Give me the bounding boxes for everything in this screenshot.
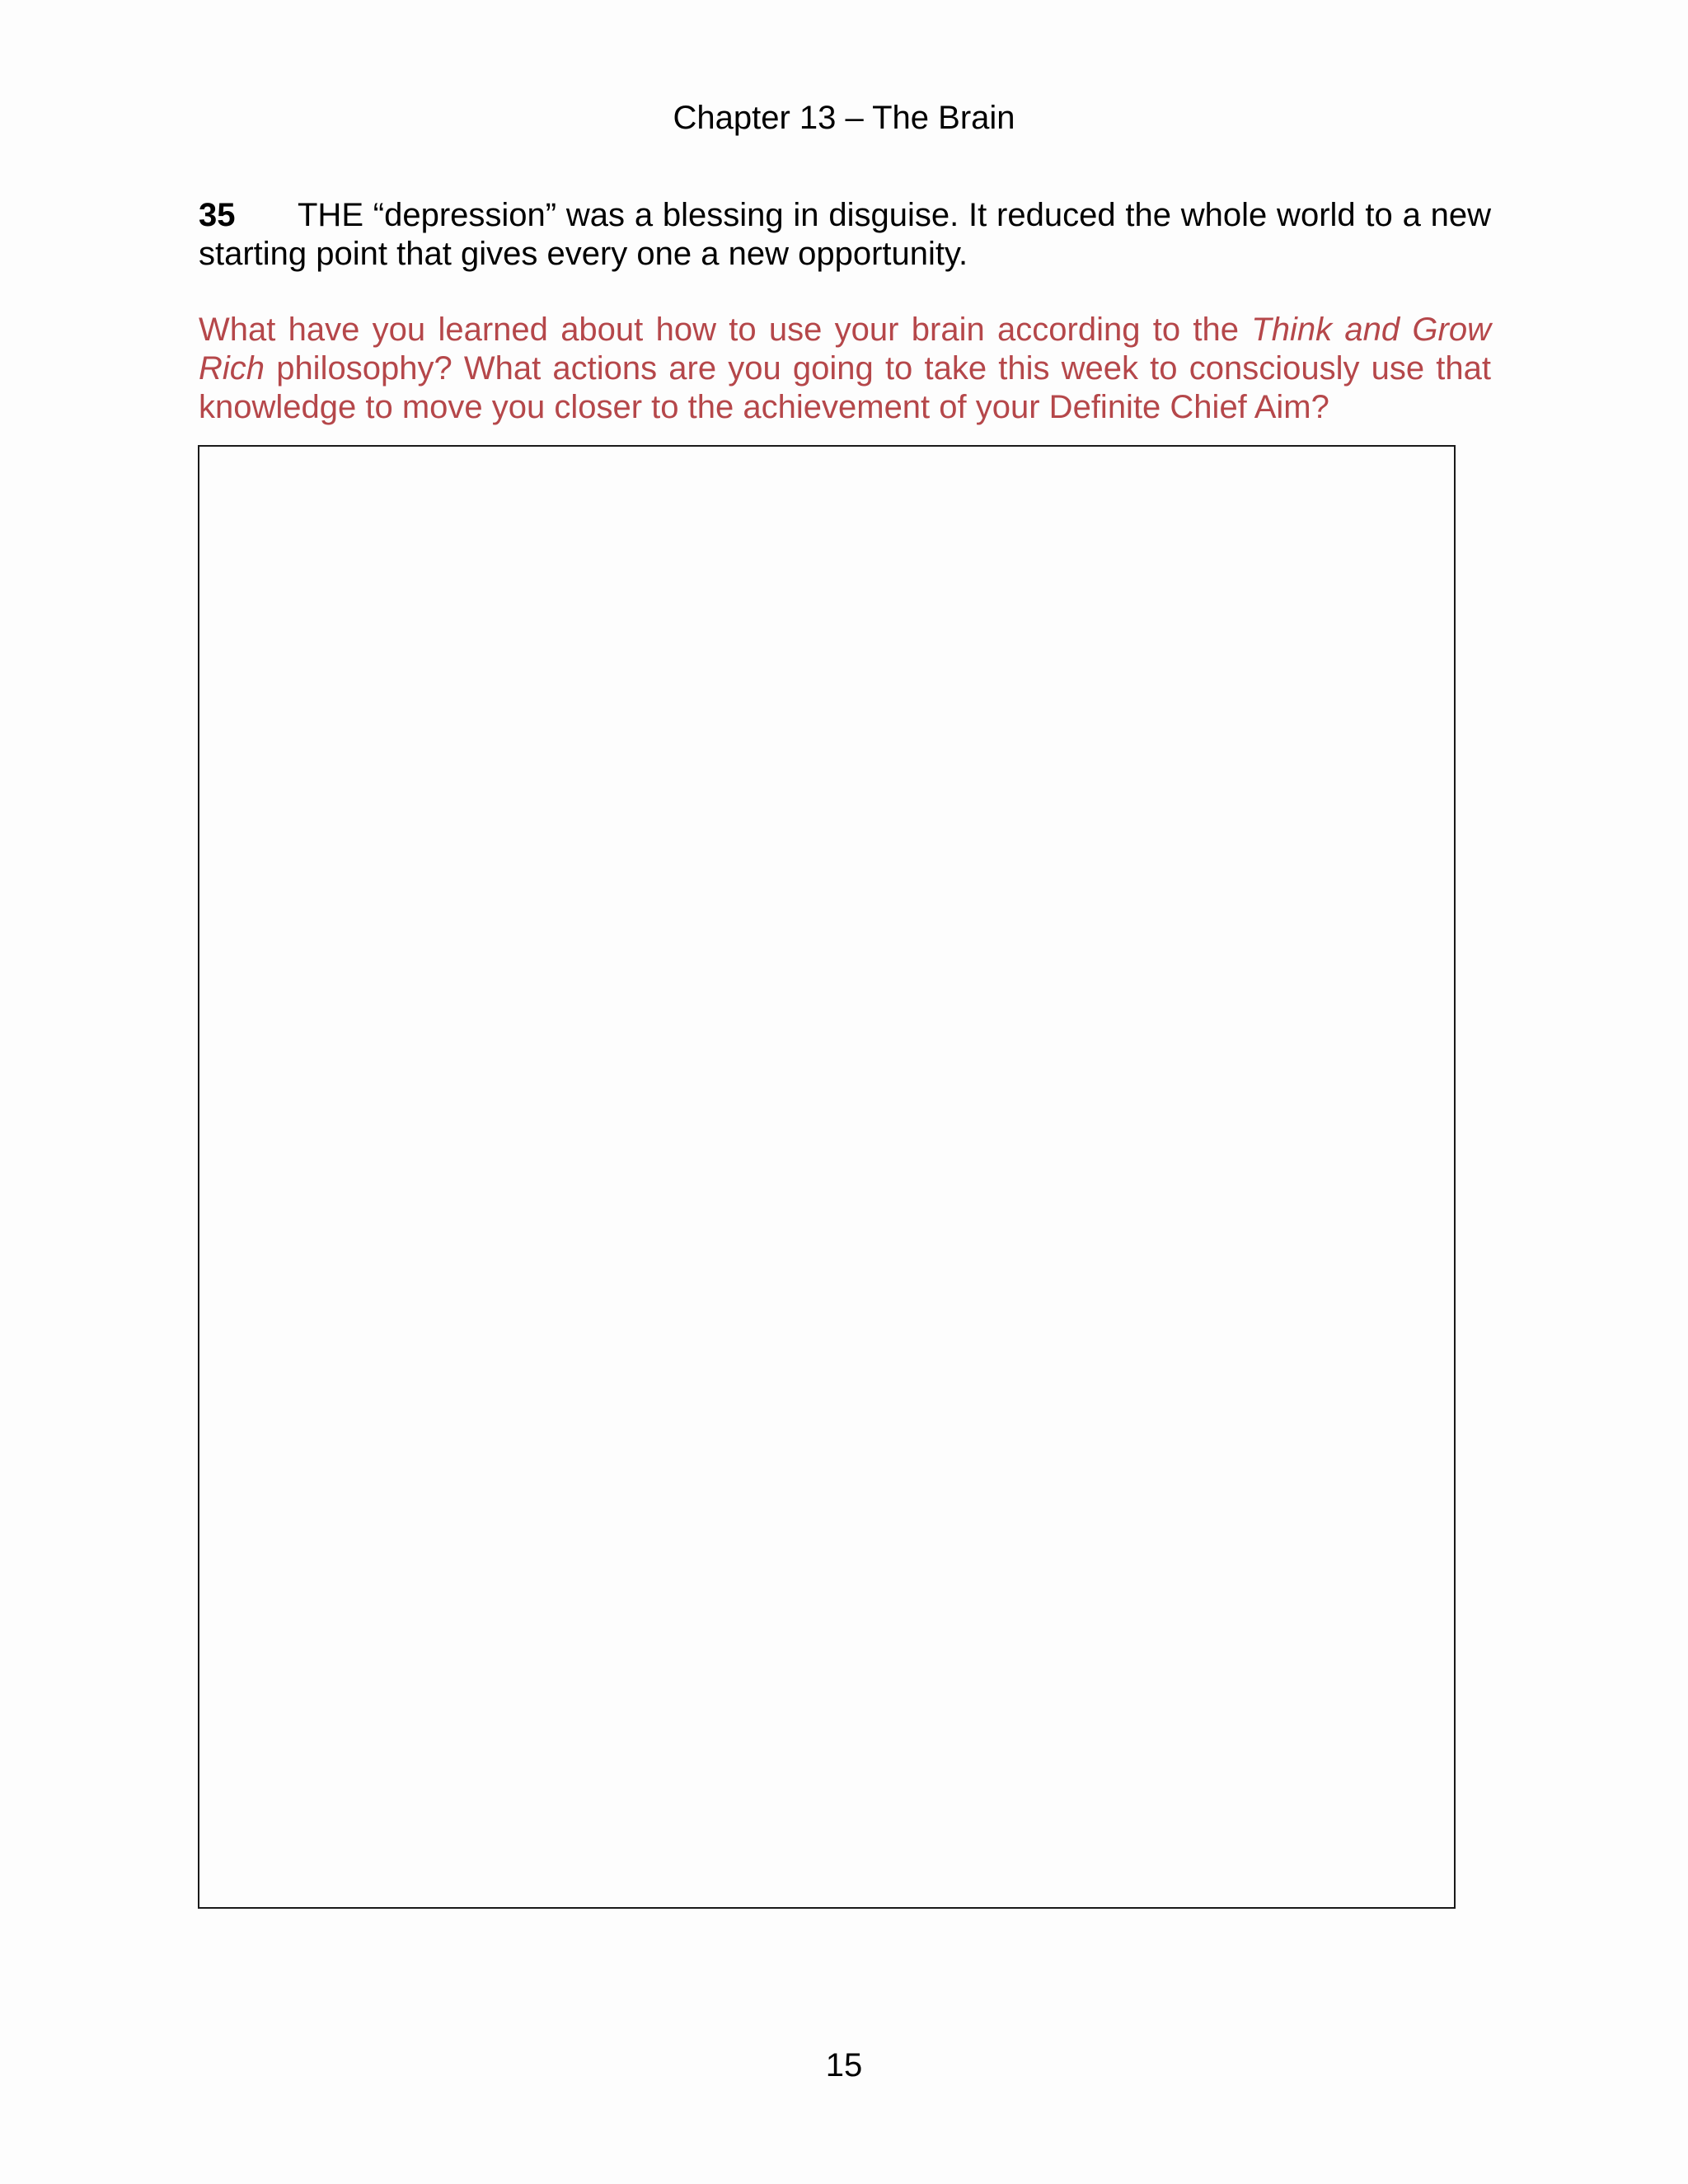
question-text-part1: What have you learned about how to use your brain according to the	[199, 312, 1252, 348]
question-text-part2: philosophy? What actions are you going to take this week to consciously use that knowledge to move you closer to the achievement of your Definite Chief Aim?	[199, 350, 1491, 425]
book-title: Think and Grow Rich	[199, 312, 1491, 387]
reflection-question	[199, 311, 1491, 427]
quote-paragraph	[199, 196, 1491, 274]
answer-box[interactable]	[198, 445, 1456, 1909]
page-number: 15	[825, 2047, 863, 2083]
quote-number: 35	[199, 197, 236, 233]
page-title: Chapter 13 – The Brain	[673, 100, 1015, 136]
quote-text: THE “depression” was a blessing in disguise. It reduced the whole world to a new starting point that gives every one a new opportunity.	[199, 197, 1491, 272]
